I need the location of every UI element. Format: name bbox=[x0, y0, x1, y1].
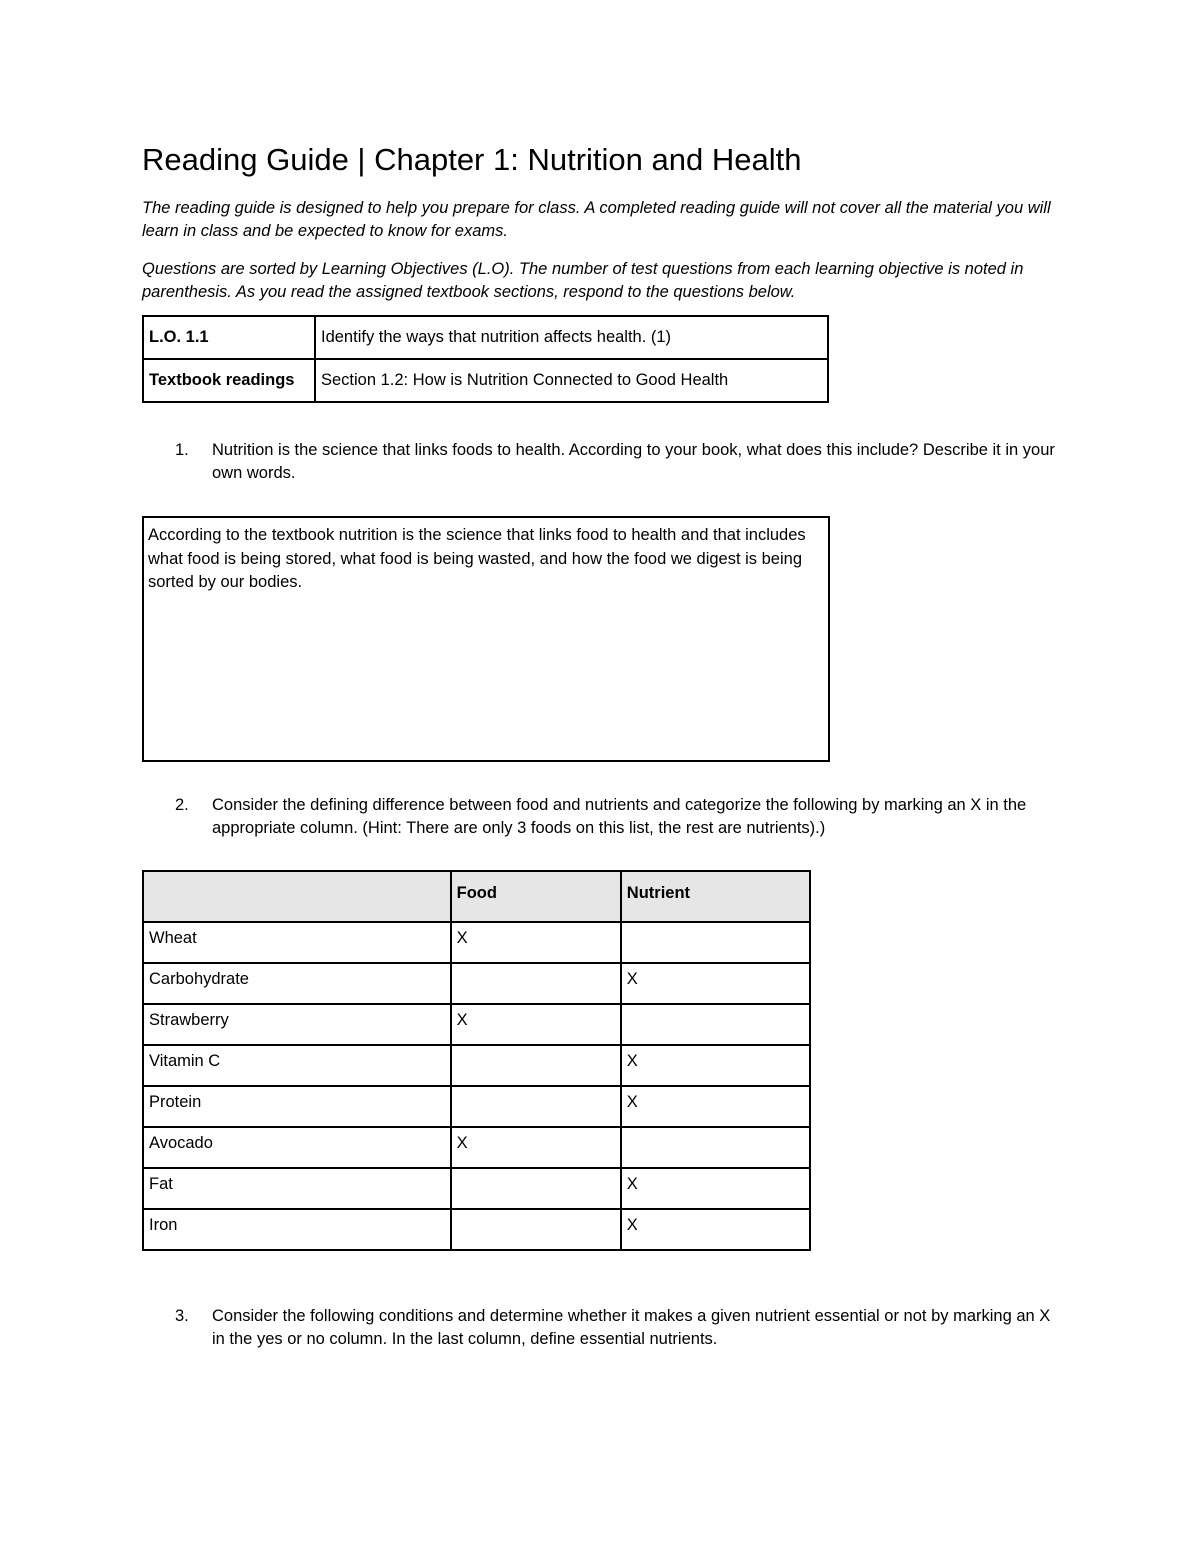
item-cell: Carbohydrate bbox=[143, 963, 451, 1004]
instructions-paragraph: Questions are sorted by Learning Objectives (L.O). The number of test questions from each learning objective is noted in parenthesis. As you read the assigned textbook sections, respond to the questions below. bbox=[142, 260, 1024, 301]
question-text: Consider the following conditions and determine whether it makes a given nutrient essential or not by marking an X in the yes or no column. In the last column, define essential nutrients. bbox=[212, 1307, 1051, 1348]
question-3 bbox=[175, 1305, 1065, 1351]
table-row bbox=[143, 1004, 810, 1045]
item-cell: Strawberry bbox=[143, 1004, 451, 1045]
header-blank bbox=[143, 871, 451, 922]
answer-box-1[interactable] bbox=[142, 516, 830, 762]
food-cell[interactable] bbox=[451, 1045, 621, 1086]
nutrient-cell[interactable]: X bbox=[621, 963, 810, 1004]
question-number: 1. bbox=[175, 441, 189, 459]
food-cell[interactable] bbox=[451, 1086, 621, 1127]
item-cell: Protein bbox=[143, 1086, 451, 1127]
item-cell: Vitamin C bbox=[143, 1045, 451, 1086]
nutrient-cell[interactable]: X bbox=[621, 1086, 810, 1127]
table-header-row bbox=[143, 871, 810, 922]
readings-row bbox=[143, 359, 828, 402]
readings-label: Textbook readings bbox=[143, 359, 315, 402]
answer-text[interactable]: According to the textbook nutrition is the science that links food to health and that includes what food is being stored, what food is being wasted, and how the food we digest is being sorted by our bodies. bbox=[148, 526, 806, 591]
item-cell: Fat bbox=[143, 1168, 451, 1209]
food-cell[interactable] bbox=[451, 1209, 621, 1250]
table-row bbox=[143, 963, 810, 1004]
nutrient-cell[interactable] bbox=[621, 1004, 810, 1045]
lo-label: L.O. 1.1 bbox=[143, 316, 315, 359]
nutrient-cell[interactable] bbox=[621, 922, 810, 963]
lo-value: Identify the ways that nutrition affects health. (1) bbox=[315, 316, 828, 359]
table-row bbox=[143, 1127, 810, 1168]
nutrient-cell[interactable]: X bbox=[621, 1045, 810, 1086]
question-text: Nutrition is the science that links foods to health. According to your book, what does this include? Describe it in your own words. bbox=[212, 441, 1055, 482]
food-cell[interactable]: X bbox=[451, 922, 621, 963]
intro-paragraph: The reading guide is designed to help you prepare for class. A completed reading guide will not cover all the material you will learn in class and be expected to know for exams. bbox=[142, 199, 1051, 240]
readings-value: Section 1.2: How is Nutrition Connected to Good Health bbox=[315, 359, 828, 402]
page-title: Reading Guide | Chapter 1: Nutrition and Health bbox=[142, 142, 802, 177]
item-cell: Avocado bbox=[143, 1127, 451, 1168]
food-cell[interactable] bbox=[451, 963, 621, 1004]
food-cell[interactable]: X bbox=[451, 1004, 621, 1045]
table-row bbox=[143, 1209, 810, 1250]
question-1 bbox=[175, 439, 1065, 485]
question-number: 3. bbox=[175, 1307, 189, 1325]
food-cell[interactable] bbox=[451, 1168, 621, 1209]
nutrient-cell[interactable]: X bbox=[621, 1168, 810, 1209]
question-2 bbox=[175, 794, 1065, 840]
table-row bbox=[143, 1045, 810, 1086]
table-row bbox=[143, 922, 810, 963]
header-nutrient: Nutrient bbox=[621, 871, 810, 922]
table-row bbox=[143, 1168, 810, 1209]
learning-objective-table bbox=[142, 315, 829, 403]
question-number: 2. bbox=[175, 796, 189, 814]
item-cell: Wheat bbox=[143, 922, 451, 963]
lo-row bbox=[143, 316, 828, 359]
question-text: Consider the defining difference between food and nutrients and categorize the following by marking an X in the appropriate column. (Hint: There are only 3 foods on this list, the rest are nutrients).) bbox=[212, 796, 1027, 837]
nutrient-cell[interactable]: X bbox=[621, 1209, 810, 1250]
table-row bbox=[143, 1086, 810, 1127]
item-cell: Iron bbox=[143, 1209, 451, 1250]
header-food: Food bbox=[451, 871, 621, 922]
food-nutrient-table bbox=[142, 870, 811, 1251]
food-cell[interactable]: X bbox=[451, 1127, 621, 1168]
nutrient-cell[interactable] bbox=[621, 1127, 810, 1168]
